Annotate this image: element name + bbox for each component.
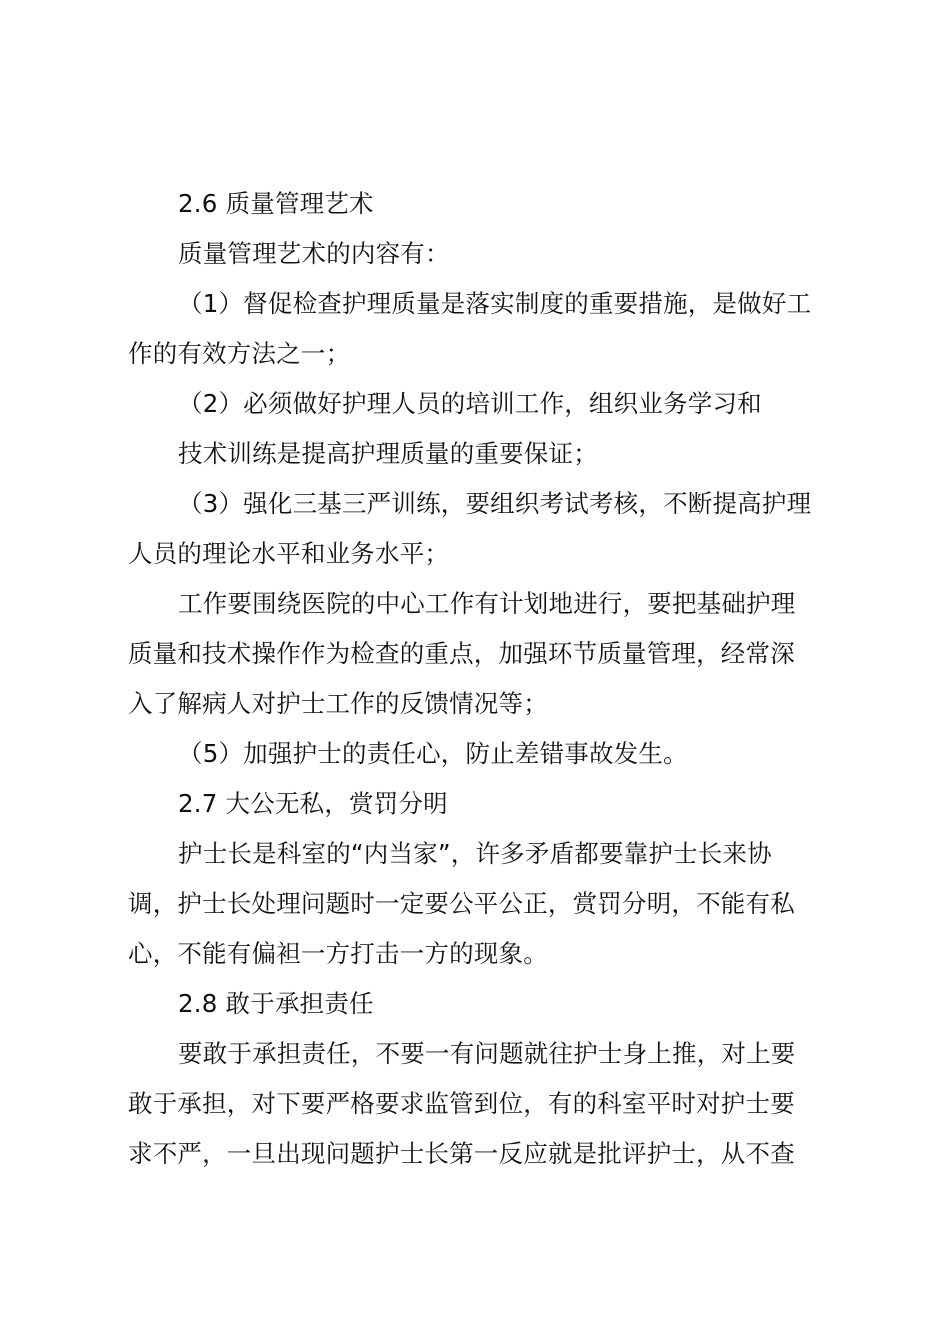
paragraph-line: 要敢于承担责任，不要一有问题就往护士身上推，对上要 (178, 1039, 796, 1068)
section-heading: 2.8 敢于承担责任 (178, 989, 374, 1018)
list-item-line: 作的有效方法之一； (128, 339, 351, 368)
list-item-line: （2）必须做好护理人员的培训工作，组织业务学习和 (178, 389, 762, 418)
paragraph-line: 质量管理艺术的内容有： (178, 239, 450, 268)
list-item-line: （5）加强护士的责任心，防止差错事故发生。 (178, 739, 688, 768)
paragraph-line: 调，护士长处理问题时一定要公平公正，赏罚分明，不能有私 (128, 889, 795, 918)
section-heading: 2.6 质量管理艺术 (178, 189, 374, 218)
paragraph-line: 工作要围绕医院的中心工作有计划地进行，要把基础护理 (178, 589, 796, 618)
section-heading: 2.7 大公无私，赏罚分明 (178, 789, 448, 818)
list-item-line: （3）强化三基三严训练，要组织考试考核，不断提高护理 (178, 489, 812, 518)
paragraph-line: 质量和技术操作作为检查的重点，加强环节质量管理，经常深 (128, 639, 795, 668)
paragraph-line: 护士长是科室的“内当家”，许多矛盾都要靠护士长来协 (178, 839, 772, 868)
list-item-line: 技术训练是提高护理质量的重要保证； (178, 439, 598, 468)
paragraph-line: 入了解病人对护士工作的反馈情况等； (128, 689, 548, 718)
paragraph-line: 敢于承担，对下要严格要求监管到位，有的科室平时对护士要 (128, 1089, 795, 1118)
list-item-line: 人员的理论水平和业务水平； (128, 539, 450, 568)
paragraph-line: 求不严，一旦出现问题护士长第一反应就是批评护士，从不查 (128, 1139, 795, 1168)
list-item-line: （1）督促检查护理质量是落实制度的重要措施，是做好工 (178, 289, 812, 318)
paragraph-line: 心，不能有偏袒一方打击一方的现象。 (128, 939, 548, 968)
